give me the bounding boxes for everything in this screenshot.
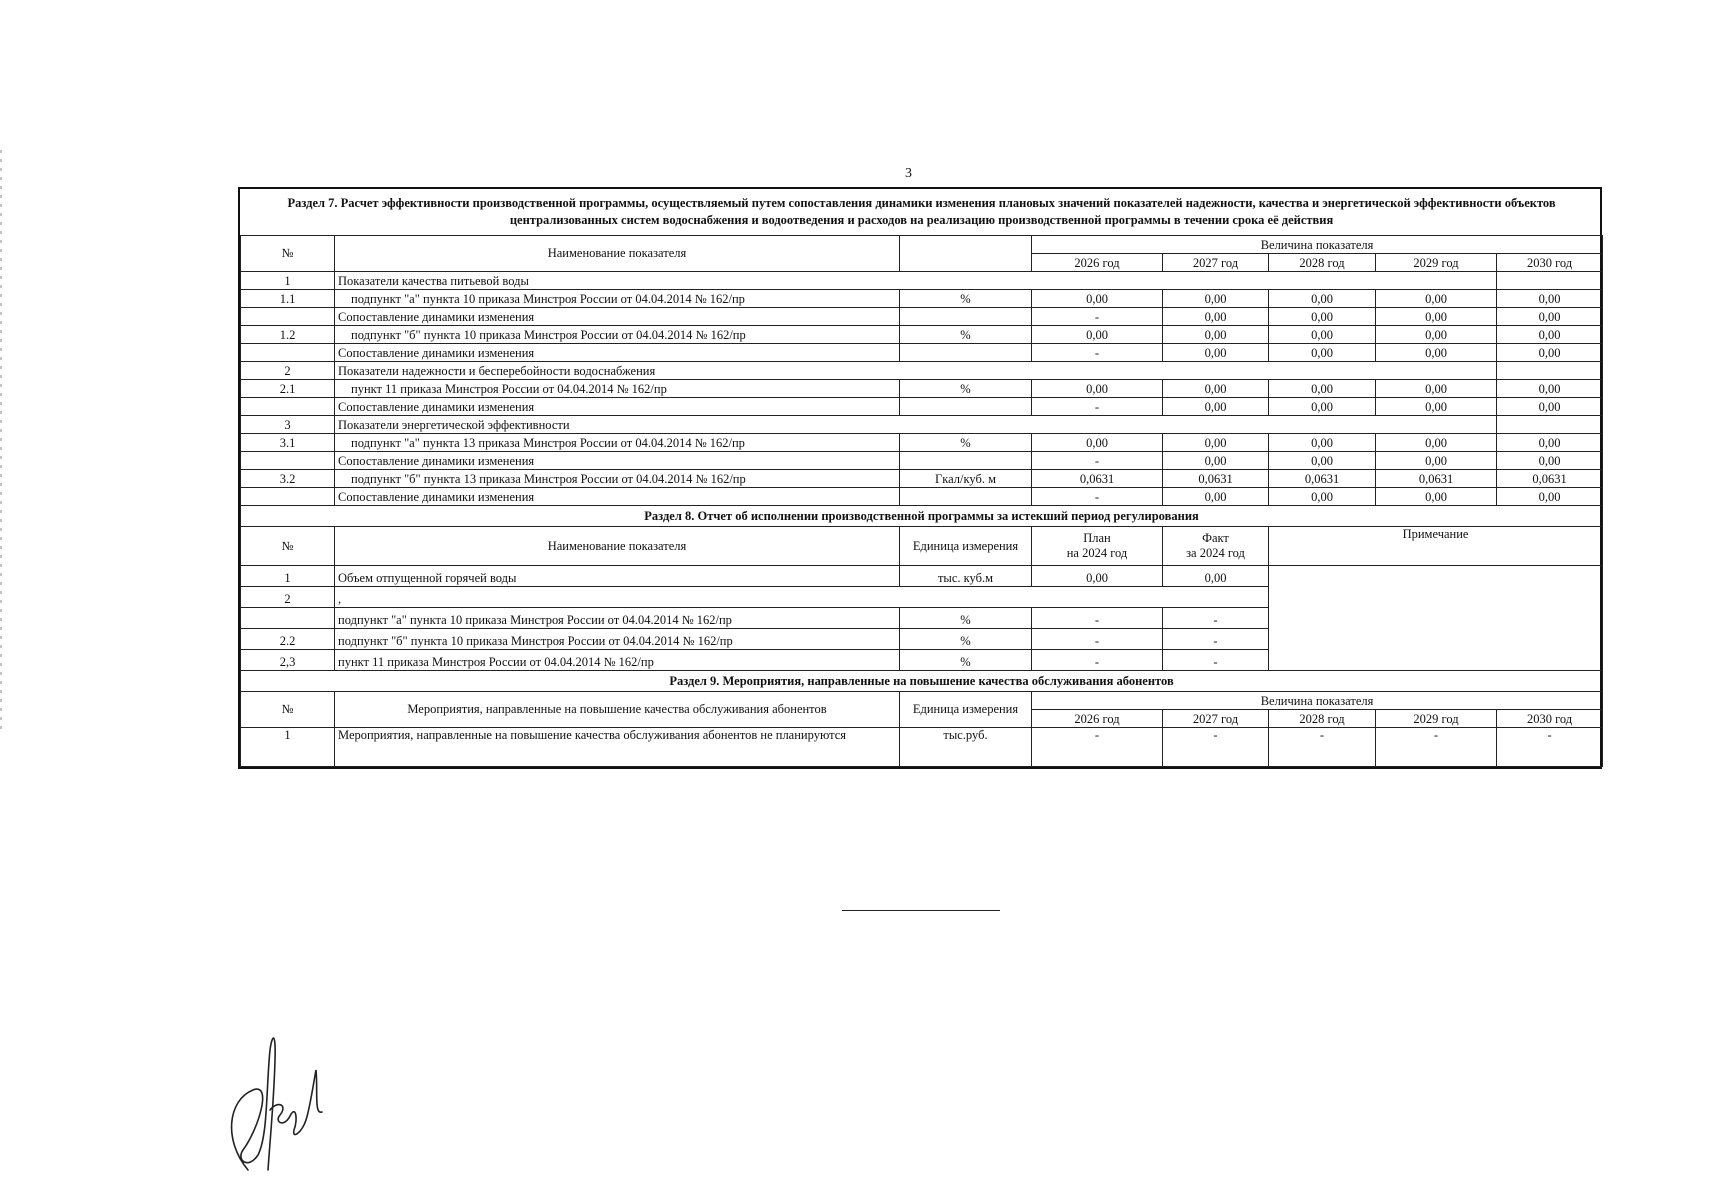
s7-cell-value: 0,00 (1376, 452, 1497, 470)
s7-cell-value (1497, 362, 1603, 380)
s7-cell-num (241, 308, 335, 326)
s7-cell-num (241, 344, 335, 362)
s7-cell-value: 0,0631 (1269, 470, 1376, 488)
s9-header-year: 2029 год (1376, 710, 1497, 728)
s7-header-year: 2026 год (1032, 254, 1163, 272)
s7-header-num: № (241, 236, 335, 272)
table-row (241, 416, 1603, 434)
s7-cell-value: 0,00 (1497, 488, 1603, 506)
section7-title: Раздел 7. Расчет эффективности производственной программы, осуществляемый путем сопоставления динамики изменения плановых значений показателей надежности, качества и энергетической эффективности объектов централизованных систем водоснабжения и водоотведения и расходов на реализацию производственной программы в течении срока её действия (241, 189, 1603, 236)
s8-cell-name: подпункт "б" пункта 10 приказа Минстроя России от 04.04.2014 № 162/пр (335, 629, 900, 650)
s9-cell-value: - (1376, 728, 1497, 767)
s9-header-num: № (241, 692, 335, 728)
s9-cell-value: - (1032, 728, 1163, 767)
table-row (241, 488, 1603, 506)
s7-header-year: 2030 год (1497, 254, 1603, 272)
s7-cell-name: Показатели энергетической эффективности (335, 416, 1497, 434)
s8-cell-plan: - (1032, 650, 1163, 671)
s7-cell-value: - (1032, 344, 1163, 362)
s7-cell-value: 0,00 (1269, 398, 1376, 416)
s7-cell-value: 0,00 (1163, 398, 1269, 416)
s7-cell-name: пункт 11 приказа Минстроя России от 04.04.2014 № 162/пр (335, 380, 900, 398)
s8-cell-num: 2.2 (241, 629, 335, 650)
s7-cell-value: 0,00 (1269, 452, 1376, 470)
table-row (241, 380, 1603, 398)
s7-header-name: Наименование показателя (335, 236, 900, 272)
s8-cell-num: 2 (241, 587, 335, 608)
table-row (241, 566, 1603, 587)
s8-cell-fact: - (1163, 608, 1269, 629)
section9-title: Раздел 9. Мероприятия, направленные на повышение качества обслуживания абонентов (241, 671, 1603, 692)
s7-cell-name: Показатели качества питьевой воды (335, 272, 1497, 290)
s8-header-unit: Единица измерения (900, 527, 1032, 566)
section7-body (241, 272, 1603, 506)
table-row (241, 728, 1603, 767)
s7-cell-num (241, 452, 335, 470)
s7-header-unit (900, 236, 1032, 272)
s7-cell-value: 0,00 (1497, 344, 1603, 362)
s7-cell-num: 3.1 (241, 434, 335, 452)
s8-header-fact (1163, 527, 1269, 566)
s7-cell-value: 0,00 (1269, 308, 1376, 326)
s7-cell-name: подпункт "а" пункта 10 приказа Минстроя России от 04.04.2014 № 162/пр (335, 290, 900, 308)
s7-cell-value: 0,00 (1376, 380, 1497, 398)
s7-cell-value: 0,00 (1376, 488, 1497, 506)
s8-cell-unit: % (900, 650, 1032, 671)
section8-title: Раздел 8. Отчет об исполнении производственной программы за истекший период регулирования (241, 506, 1603, 527)
page-number: 3 (905, 166, 912, 181)
s7-cell-value: 0,0631 (1497, 470, 1603, 488)
s7-cell-value: 0,00 (1497, 380, 1603, 398)
s9-cell-value: - (1269, 728, 1376, 767)
s7-cell-value: 0,00 (1032, 326, 1163, 344)
table-row (241, 362, 1603, 380)
s7-cell-value: 0,00 (1376, 308, 1497, 326)
s8-cell-num: 2,3 (241, 650, 335, 671)
s9-header-year: 2027 год (1163, 710, 1269, 728)
s7-cell-name: Показатели надежности и бесперебойности водоснабжения (335, 362, 1497, 380)
s7-cell-unit: % (900, 380, 1032, 398)
s8-cell-name: , (335, 587, 1269, 608)
s7-cell-num: 1.2 (241, 326, 335, 344)
s7-cell-value: - (1032, 488, 1163, 506)
table-row (241, 290, 1603, 308)
s7-cell-value: 0,00 (1497, 326, 1603, 344)
s7-cell-num: 1 (241, 272, 335, 290)
s7-cell-unit: Гкал/куб. м (900, 470, 1032, 488)
s7-cell-num (241, 398, 335, 416)
s7-cell-unit (900, 452, 1032, 470)
s7-cell-value: 0,0631 (1163, 470, 1269, 488)
s7-header-year: 2027 год (1163, 254, 1269, 272)
s7-cell-value: 0,00 (1376, 326, 1497, 344)
s8-cell-num: 1 (241, 566, 335, 587)
s7-cell-name: подпункт "а" пункта 13 приказа Минстроя России от 04.04.2014 № 162/пр (335, 434, 900, 452)
s8-cell-num (241, 608, 335, 629)
s7-cell-unit (900, 398, 1032, 416)
s7-cell-value: 0,00 (1269, 434, 1376, 452)
s7-header-value-group: Величина показателя (1032, 236, 1603, 254)
s7-header-year: 2029 год (1376, 254, 1497, 272)
s8-cell-plan: 0,00 (1032, 566, 1163, 587)
s9-cell-num: 1 (241, 728, 335, 767)
s7-cell-value (1497, 272, 1603, 290)
s7-cell-value: 0,00 (1497, 290, 1603, 308)
s7-cell-value: 0,00 (1163, 434, 1269, 452)
s9-header-unit: Единица измерения (900, 692, 1032, 728)
s8-header-name: Наименование показателя (335, 527, 900, 566)
s7-cell-num (241, 488, 335, 506)
table-row (241, 452, 1603, 470)
s7-cell-unit (900, 344, 1032, 362)
s7-cell-value: 0,00 (1497, 452, 1603, 470)
s7-cell-value: 0,00 (1163, 380, 1269, 398)
s7-cell-value: 0,00 (1376, 290, 1497, 308)
s7-cell-unit (900, 488, 1032, 506)
s8-header-plan (1032, 527, 1163, 566)
s7-cell-value: 0,00 (1163, 488, 1269, 506)
s7-cell-value (1497, 416, 1603, 434)
section9-body (241, 728, 1603, 767)
s7-cell-value: 0,00 (1163, 452, 1269, 470)
s8-cell-unit: % (900, 608, 1032, 629)
s8-header-note: Примечание (1269, 527, 1603, 566)
s7-cell-name: Сопоставление динамики изменения (335, 398, 900, 416)
s8-cell-name: пункт 11 приказа Минстроя России от 04.04.2014 № 162/пр (335, 650, 900, 671)
s7-header-year: 2028 год (1269, 254, 1376, 272)
s7-cell-unit (900, 308, 1032, 326)
s9-cell-name: Мероприятия, направленные на повышение качества обслуживания абонентов не планируются (335, 728, 900, 767)
handwritten-signature-icon (218, 1020, 328, 1180)
s9-cell-value: - (1497, 728, 1603, 767)
s8-header-plan-line2: на 2024 год (1066, 546, 1128, 560)
s7-cell-name: Сопоставление динамики изменения (335, 344, 900, 362)
s8-cell-fact: 0,00 (1163, 566, 1269, 587)
s7-cell-value: 0,00 (1269, 326, 1376, 344)
s9-cell-unit: тыс.руб. (900, 728, 1032, 767)
s9-cell-value: - (1163, 728, 1269, 767)
s7-cell-value: - (1032, 452, 1163, 470)
document-tables (238, 187, 1602, 769)
s7-cell-value: 0,00 (1497, 434, 1603, 452)
s8-cell-plan: - (1032, 608, 1163, 629)
s7-cell-num: 1.1 (241, 290, 335, 308)
s7-cell-name: подпункт "б" пункта 13 приказа Минстроя России от 04.04.2014 № 162/пр (335, 470, 900, 488)
s9-header-year: 2026 год (1032, 710, 1163, 728)
s7-cell-value: 0,00 (1497, 308, 1603, 326)
s7-cell-unit: % (900, 290, 1032, 308)
table-row (241, 434, 1603, 452)
s8-cell-fact: - (1163, 650, 1269, 671)
s8-cell-name: подпункт "а" пункта 10 приказа Минстроя России от 04.04.2014 № 162/пр (335, 608, 900, 629)
s8-header-fact-line2: за 2024 год (1186, 546, 1245, 560)
s7-cell-value: 0,00 (1163, 308, 1269, 326)
s7-cell-name: Сопоставление динамики изменения (335, 488, 900, 506)
s7-cell-value: 0,00 (1269, 488, 1376, 506)
s7-cell-value: 0,00 (1163, 344, 1269, 362)
s8-header-num: № (241, 527, 335, 566)
scan-edge-mark (0, 150, 2, 730)
s9-header-value-group: Величина показателя (1032, 692, 1603, 710)
s8-header-plan-line1: План (1083, 531, 1111, 545)
s8-cell-unit: тыс. куб.м (900, 566, 1032, 587)
s7-cell-unit: % (900, 434, 1032, 452)
s7-cell-num: 2 (241, 362, 335, 380)
s7-cell-value: - (1032, 308, 1163, 326)
table-row (241, 326, 1603, 344)
main-table (240, 189, 1603, 767)
s7-cell-value: 0,00 (1376, 398, 1497, 416)
s7-cell-name: Сопоставление динамики изменения (335, 308, 900, 326)
s7-cell-num: 3 (241, 416, 335, 434)
s7-cell-value: 0,00 (1269, 290, 1376, 308)
s7-cell-value: 0,00 (1497, 398, 1603, 416)
s7-cell-value: 0,00 (1163, 290, 1269, 308)
s8-cell-unit: % (900, 629, 1032, 650)
table-row (241, 470, 1603, 488)
s8-header-fact-line1: Факт (1202, 531, 1229, 545)
s7-cell-value: 0,00 (1376, 434, 1497, 452)
s8-cell-fact: - (1163, 629, 1269, 650)
s7-cell-value: - (1032, 398, 1163, 416)
s9-header-year: 2030 год (1497, 710, 1603, 728)
table-row (241, 308, 1603, 326)
s7-cell-value: 0,00 (1269, 380, 1376, 398)
s7-cell-num: 2.1 (241, 380, 335, 398)
s7-cell-value: 0,00 (1269, 344, 1376, 362)
signature-line (842, 910, 1000, 911)
s7-cell-value: 0,00 (1376, 344, 1497, 362)
table-row (241, 344, 1603, 362)
s9-header-name: Мероприятия, направленные на повышение качества обслуживания абонентов (335, 692, 900, 728)
s8-cell-note (1269, 566, 1603, 671)
s7-cell-unit: % (900, 326, 1032, 344)
s8-cell-plan: - (1032, 629, 1163, 650)
s7-cell-value: 0,0631 (1032, 470, 1163, 488)
s7-cell-value: 0,00 (1032, 434, 1163, 452)
s7-cell-value: 0,0631 (1376, 470, 1497, 488)
section8-body (241, 566, 1603, 671)
table-row (241, 398, 1603, 416)
s7-cell-num: 3.2 (241, 470, 335, 488)
s8-cell-name: Объем отпущенной горячей воды (335, 566, 900, 587)
s9-header-year: 2028 год (1269, 710, 1376, 728)
table-row (241, 272, 1603, 290)
s7-cell-value: 0,00 (1032, 290, 1163, 308)
s7-cell-name: Сопоставление динамики изменения (335, 452, 900, 470)
s7-cell-value: 0,00 (1032, 380, 1163, 398)
s7-cell-name: подпункт "б" пункта 10 приказа Минстроя России от 04.04.2014 № 162/пр (335, 326, 900, 344)
s7-cell-value: 0,00 (1163, 326, 1269, 344)
